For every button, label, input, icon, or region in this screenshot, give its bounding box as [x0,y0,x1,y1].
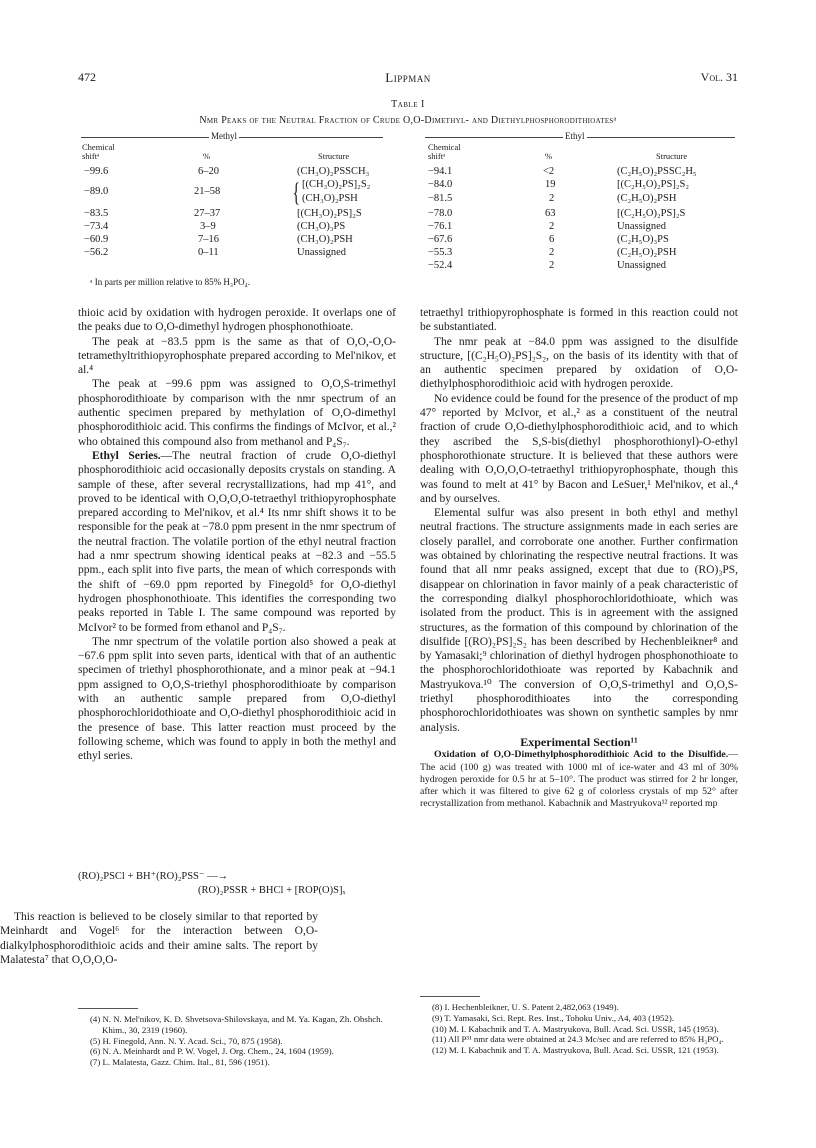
left-column-tail [0,910,318,967]
running-head: Lippman [385,70,431,85]
reaction-scheme [78,870,396,898]
col-header-pct-methyl: % [203,151,211,161]
experimental-section-title: Experimental Section¹¹ [520,734,638,749]
footnote-4: (4) N. N. Mel'nikov, K. D. Shvetsova-Shilovskaya, and M. Ya. Kagan, Zh. Obshch. Khim., 30, 2319 (1960). [90,1014,383,1035]
footnote-7: (7) L. Malatesta, Gazz. Chim. Ital., 81, 596 (1951). [90,1057,270,1068]
footnote-9: (9) T. Yamasaki, Sci. Rept. Res. Inst., Tohoku Univ., A4, 403 (1952). [432,1012,674,1023]
footnote-6: (6) N. A. Meinhardt and P. W. Vogel, J. Org. Chem., 24, 1604 (1959). [90,1046,334,1057]
col-header-pct-ethyl: % [545,151,553,161]
left-paragraph-5: The nmr spectrum of the volatile portion also showed a peak at −67.6 ppm split into seven parts, identical with that of an authentic specimen of triethyl phosphorothionate, and a minor peak at −94.1 ppm assigned to O,O,S-triethyl phosphorodithioate by comparison with an authentic sample prepared from O,O-diethyl phosphorochloridothioate and O,O-diethyl phosphorodithioic acid in the presence of base. This latter reaction must proceed by the following scheme, which was found to apply in both the methyl and ethyl series. [78,635,396,763]
right-paragraph-1: tetraethyl trithiopyrophosphate is formed in this reaction could not be substantiated. [420,307,738,334]
right-paragraph-4: Elemental sulfur was also present in both ethyl and methyl neutral fractions. The structure assignments made in each series are closely parallel, and corroborate one another. Further confirmation was obtained by chlorinating the respective neutral fractions. It was found that all nmr peaks assigned, except that due to (RO)₃PS, disappear on chlorination in favor mainly of a peak characteristic of the corresponding dialkyl phosphorochloridothioate, which was isolated from the product. This is in agreement with the assigned structures, as the formation of this compound by chlorination of the disulfide [(RO)₂PS]₂S₂ has been described by Hechenbleikner⁸ and by Yamasaki;⁹ chlorination of diethyl hydrogen phosphonothioate to the phosphorochloridothioate was reported by Kabachnik and Mastryukova.¹⁰ The conversion of O,O,S-trimethyl and O,O,S-triethyl phosphorodithioates into the corresponding phosphorochloridothioates was shown on synthetic samples by nmr analysis. [420,507,738,734]
scheme-line-1: (RO)₂PSCl + BH⁺(RO)₂PSS⁻ —→ [78,871,229,882]
table-label: Table I [391,99,425,110]
left-paragraph-6: This reaction is believed to be closely similar to that reported by Meinhardt and Vogel⁶ for the interaction between O,O-dialkylphosphorodithioic acids and their amine salts. The report by Malatesta⁷ that O,O,O,O- [0,911,318,966]
experimental-text: Oxidation of O,O-Dimethylphosphorodithioic Acid to the Disulfide.—The acid (100 g) was treated with 1000 ml of ice-water and 43 ml of 30% hydrogen peroxide for 0.5 hr at 5–10°. The product was stirred for 2 hr longer, after which it was filtered to give 62 g of colorless crystals of mp 52° after recrystallization from methanol. Kabachnik and Mastryukova¹² reported mp [420,749,738,810]
footnote-11: (11) All P³¹ nmr data were obtained at 24.3 Mc/sec and are referred to 85% H₃PO₄. [432,1034,724,1045]
left-paragraph-2: The peak at −83.5 ppm is the same as that of O,O,-O,O-tetramethyltrithiopyrophosphate prepared according to Mel'nikov, et al.⁴ [78,335,396,377]
left-column [78,306,396,764]
col-header-shift-methyl: Chemical shiftᵃ [82,142,115,161]
footnote-8: (8) I. Hechenbleikner, U. S. Patent 2,482,063 (1949). [432,1002,619,1012]
group-ethyl-label: Ethyl [565,131,585,141]
group-methyl-label: Methyl [211,131,237,141]
right-paragraph-3: No evidence could be found for the presence of the product of mp 47° reported by McIvor, et al.,² as a constituent of the neutral fraction of crude O,O-diethylphosphorodithioic acid, and to which they ascribed the S,S-bis(diethyl phosphorothionyl)-O-ethyl phosphorothionate structure. It is believed that these authors were dealing with O,O,O,O-tetraethyl trithiopyrophosphate, though this was found to melt at 41° by Bacon and LeSuer,¹ Mel'nikov, et al.,⁴ and by ourselves. [420,392,738,505]
left-paragraph-4: Ethyl Series.—The neutral fraction of crude O,O-diethyl phosphorodithioic acid occasionally deposits crystals on standing. A sample of these, after several recrystallizations, had mp 41°, and proved to be identical with O,O,O,O-tetraethyl trithiopyrophosphate prepared according to Mel'nikov, et al.⁴ Its nmr shift shows it to be responsible for the peak at −78.0 ppm present in the nmr spectrum of the neutral fraction. The volatile portion of the ethyl neutral fraction had a nmr spectrum showing identical peaks at −82.3 and −55.5 ppm., each split into five parts, the mean of which corresponds with the shift of −69.0 ppm reported by Finegold⁵ for O,O-diethyl hydrogen phosphonothioate. This identifies the corresponding two peaks reported in Table I. The same compound was reported by McIvor² to be formed from ethanol and P₄S₇. [78,449,396,634]
right-paragraph-2: The nmr peak at −84.0 ppm was assigned to the disulfide structure, [(C₂H₅O)₂PS]₂S₂, on the basis of its identity with that of an authentic specimen prepared by oxidation of O,O-diethylphosphorodithioic acid with hydrogen peroxide. [420,335,738,391]
table-footnote: ᵃ In parts per million relative to 85% H₃PO₄. [90,277,250,287]
ethyl-series-heading: Ethyl Series. [92,449,161,462]
col-header-structure-methyl: Structure [318,151,350,161]
left-paragraph-3: The peak at −99.6 ppm was assigned to O,O,S-trimethyl phosphorodithioate by comparison with the nmr spectrum of an authentic specimen prepared by methylation of O,O-dimethyl phosphorodithioic acid. This confirms the findings of McIvor, et al.,² who obtained this compound also from methanol and P₄S₇. [78,378,396,448]
experimental-subheading: Oxidation of O,O-Dimethylphosphorodithioic Acid to the Disulfide. [434,749,729,761]
table-group-methyl [81,131,383,143]
right-column [420,306,738,811]
left-paragraph-1: thioic acid by oxidation with hydrogen peroxide. It overlaps one of the peaks due to O,O-dimethyl hydrogen phosphonothioate. [78,307,396,334]
scheme-line-2: (RO)₂PSSR + BHCl + [ROP(O)S]ₓ [198,885,346,896]
brace-symbol: { [292,178,300,207]
col-header-structure-ethyl: Structure [656,151,688,161]
footnotes-left [90,1014,408,1068]
table-title: Nmr Peaks of the Neutral Fraction of Crude O,O-Dimethyl- and Diethylphosphorodithioatesᵃ [199,115,617,126]
footnote-10: (10) M. I. Kabachnik and T. A. Mastryukova, Bull. Acad. Sci. USSR, 145 (1953). [432,1023,719,1034]
footnote-12: (12) M. I. Kabachnik and T. A. Mastryukova, Bull. Acad. Sci. USSR, 121 (1953). [432,1045,719,1056]
footnote-5: (5) H. Finegold, Ann. N. Y. Acad. Sci., 70, 875 (1958). [90,1035,283,1046]
col-header-shift-ethyl: Chemical shiftᵃ [428,142,461,161]
footnote-rule-right [420,996,480,997]
footnote-rule-left [78,1008,138,1009]
table-group-ethyl [425,131,735,143]
footnotes-right [432,1002,750,1056]
volume-label: Vol. 31 [700,70,738,84]
page-number: 472 [78,70,96,84]
